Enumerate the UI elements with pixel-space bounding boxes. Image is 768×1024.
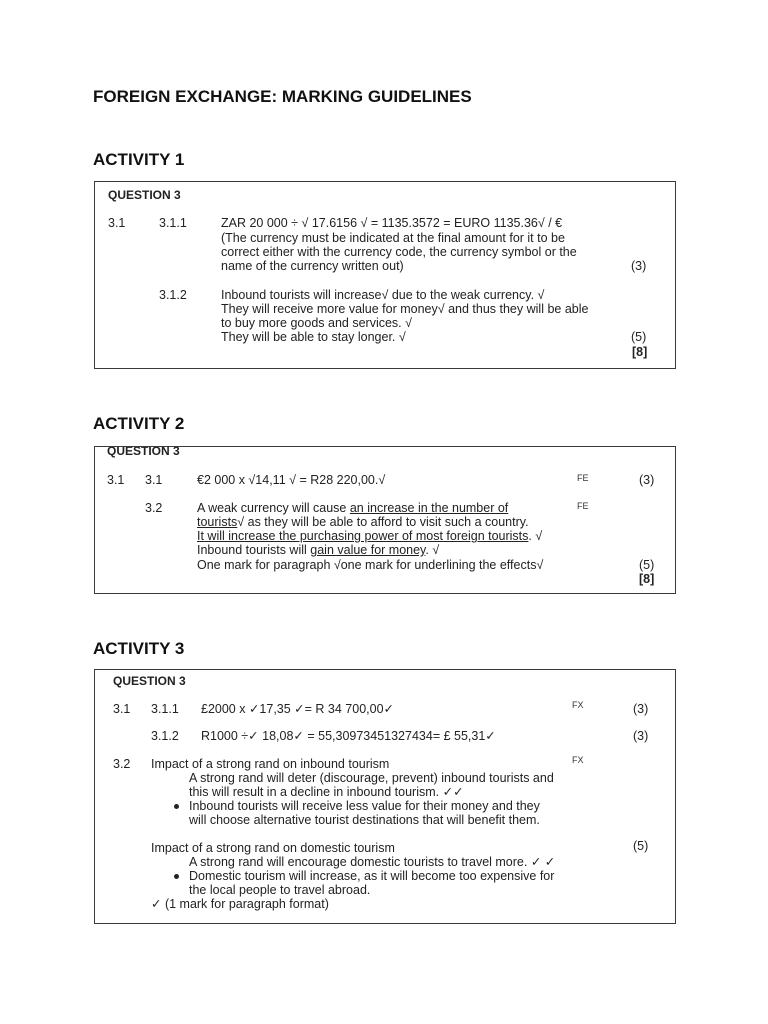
format-note: ✓ (1 mark for paragraph format) [151,897,329,911]
answer-line: A strong rand will encourage domestic tourists to travel more. ✓ ✓ [189,855,556,869]
question-number: 3.1 [107,473,125,487]
text-run: . √ [528,529,543,543]
sub-question-number: 3.2 [145,501,163,515]
answer-line [197,529,542,543]
text-run: √ as they will be able to afford to visit such a country. [237,515,529,529]
total-marks: [8] [632,345,648,359]
sub-question-number: 3.1 [145,473,163,487]
question-number: 3.1 [108,216,126,230]
sub-question-number: 3.1.2 [159,288,187,302]
bullet-line: will choose alternative tourist destinations that will benefit them. [189,813,540,827]
underlined-effect: an increase in the number of [349,501,509,515]
activity-2-answer-box [94,446,676,594]
question-number: 3.1 [113,702,131,716]
question-label: QUESTION 3 [108,188,181,202]
answer-line: Inbound tourists will increase√ due to the weak currency. √ [221,288,545,302]
underlined-effect: gain value for money [310,543,426,557]
text-run: . √ [425,543,440,557]
bullet-point [174,874,179,879]
mark-allocation: (5) [639,558,655,572]
total-marks: [8] [639,572,655,586]
activity-1-heading: ACTIVITY 1 [93,150,185,169]
question-label: QUESTION 3 [113,674,186,688]
calculation-text: €2 000 x √14,11 √ = R28 220,00.√ [197,473,386,487]
section-heading: Impact of a strong rand on inbound tourism [151,757,390,771]
bullet-line: the local people to travel abroad. [189,883,371,897]
activity-3-answer-box [94,669,676,924]
activity-1-answer-box [94,181,676,369]
activity-2-heading: ACTIVITY 2 [93,414,185,433]
note-line: name of the currency written out) [221,259,404,273]
answer-line [197,515,529,529]
underlined-effect: It will increase the purchasing power of most foreign tourists [197,529,529,543]
note-line: correct either with the currency code, the currency symbol or the [221,245,577,259]
note-line: (The currency must be indicated at the final amount for it to be [221,231,565,245]
fe-marker: FE [577,501,589,511]
bullet-point [174,804,179,809]
sub-question-number: 3.1.1 [151,702,179,716]
question-label: QUESTION 3 [107,444,180,458]
mark-allocation: (3) [631,259,647,273]
fx-marker: FX [572,755,584,765]
activity-3-heading: ACTIVITY 3 [93,639,185,658]
bullet-line: Inbound tourists will receive less value for their money and they [189,799,540,813]
answer-line: One mark for paragraph √one mark for underlining the effects√ [197,558,544,572]
sub-question-number: 3.1.1 [159,216,187,230]
answer-line: They will be able to stay longer. √ [221,330,406,344]
sub-question-number: 3.1.2 [151,729,179,743]
answer-line: to buy more goods and services. √ [221,316,412,330]
fx-marker: FX [572,700,584,710]
answer-line [197,501,508,515]
answer-line: this will result in a decline in inbound tourism. ✓✓ [189,785,464,799]
mark-allocation: (5) [631,330,647,344]
answer-line: A strong rand will deter (discourage, prevent) inbound tourists and [189,771,554,785]
question-number: 3.2 [113,757,131,771]
text-run: Inbound tourists will [197,543,311,557]
text-run: A weak currency will cause [197,501,350,515]
answer-line: They will receive more value for money√ and thus they will be able [221,302,589,316]
fe-marker: FE [577,473,589,483]
mark-allocation: (3) [639,473,655,487]
calculation-text: R1000 ÷✓ 18,08✓ = 55,30973451327434= £ 55,31✓ [201,729,496,743]
mark-allocation: (3) [633,729,649,743]
calculation-text: £2000 x ✓17,35 ✓= R 34 700,00✓ [201,702,395,716]
section-heading: Impact of a strong rand on domestic tourism [151,841,395,855]
bullet-line: Domestic tourism will increase, as it will become too expensive for [189,869,555,883]
underlined-effect: tourists [197,515,238,529]
answer-line [197,543,439,557]
calculation-text: ZAR 20 000 ÷ √ 17.6156 √ = 1135.3572 = EURO 1135.36√ / € [221,216,563,230]
mark-allocation: (3) [633,702,649,716]
mark-allocation: (5) [633,839,649,853]
document-title: FOREIGN EXCHANGE: MARKING GUIDELINES [93,87,472,106]
